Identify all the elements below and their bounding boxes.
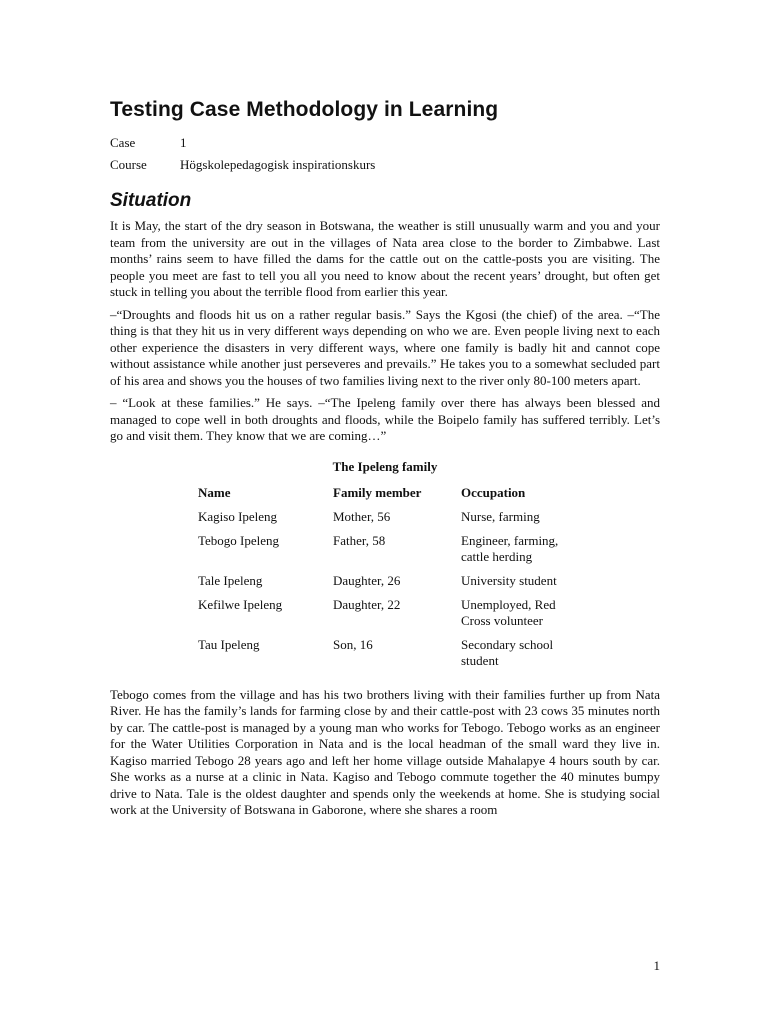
- cell-family-member: Daughter, 22: [333, 596, 401, 612]
- cell-name: Kefilwe Ipeleng: [198, 596, 283, 612]
- column-header-occupation: Occupation: [461, 484, 526, 500]
- meta-row-case: [110, 132, 660, 154]
- table-row: [198, 509, 561, 533]
- paragraph: It is May, the start of the dry season in Botswana, the weather is still unusually warm and you and your team from the university are out in the villages of Nata area close to the border to Zimbabwe. Last months’ rains seem to have filled the dams for the cattle out on the cattle-posts you are visiting. The people you meet are fast to tell you all you need to know about the recent years’ drought, but often get stuck in telling you about the terrible flood from earlier this year.: [110, 218, 660, 299]
- meta-key: Course: [110, 157, 147, 172]
- paragraph: Tebogo comes from the village and has his two brothers living with their families further up from Nata River. He has the family’s lands for farming close by and their cattle-post with 23 cows 35 minutes north by car. The cattle-post is managed by a young man who works for Tebogo. Tebogo works as an engineer for the Water Utilities Corporation in Nata and is the local headman of the small ward they live in. Kagiso married Tebogo 28 years ago and left her home village outside Mahalapye 4 hours south by car. She works as a nurse at a clinic in Nata. Kagiso and Tebogo commute together the 40 minutes bumpy drive to Nata. Tale is the oldest daughter and spends only the weekends at home. She is studying social work at the University of Botswana in Gaborone, where she shares a room: [110, 686, 660, 817]
- table-row: [198, 533, 561, 573]
- cell-occupation: Secondary school student: [461, 636, 554, 668]
- meta-key: Case: [110, 135, 136, 150]
- table-row: [198, 637, 561, 677]
- table-header-row: [198, 485, 561, 509]
- section-heading: Situation: [110, 190, 192, 211]
- document-page: [110, 98, 660, 825]
- cell-name: Tebogo Ipeleng: [198, 532, 280, 548]
- document-title: Testing Case Methodology in Learning: [110, 98, 499, 121]
- cell-occupation: Unemployed, Red Cross volunteer: [461, 596, 556, 628]
- cell-name: Tau Ipeleng: [198, 636, 260, 652]
- table-row: [198, 573, 561, 597]
- case-meta: [110, 132, 660, 176]
- family-table: [198, 485, 561, 677]
- meta-value: 1: [180, 135, 187, 150]
- cell-family-member: Daughter, 26: [333, 572, 401, 588]
- cell-occupation: Engineer, farming, cattle herding: [461, 532, 559, 564]
- cell-name: Kagiso Ipeleng: [198, 508, 278, 524]
- cell-family-member: Mother, 56: [333, 508, 391, 524]
- column-header-family-member: Family member: [333, 484, 422, 500]
- cell-occupation: Nurse, farming: [461, 508, 540, 524]
- paragraph: – “Look at these families.” He says. –“The Ipeleng family over there has always been blessed and managed to cope well in both droughts and floods, while the Boipelo family has suffered terribly. Let’s go and visit them. They know that we are coming…”: [110, 395, 660, 443]
- meta-value: Högskolepedagogisk inspirationskurs: [180, 157, 376, 172]
- cell-family-member: Father, 58: [333, 532, 386, 548]
- cell-family-member: Son, 16: [333, 636, 373, 652]
- paragraph: –“Droughts and floods hit us on a rather regular basis.” Says the Kgosi (the chief) of the area. –“The thing is that they hit us in very different ways depending on who we are. Even people living next to each other experience the disasters in very different ways, where one family is badly hit and cannot cope without assistance while another just perseveres and prevails.” He takes you to a somewhat secluded part of his area and shows you the houses of two families living next to the river only 80-100 meters apart.: [110, 306, 660, 388]
- cell-occupation: University student: [461, 572, 557, 588]
- table-title: The Ipeleng family: [332, 458, 438, 474]
- meta-row-course: [110, 154, 660, 176]
- page-number: 1: [653, 958, 660, 973]
- cell-name: Tale Ipeleng: [198, 572, 263, 588]
- column-header-name: Name: [198, 484, 231, 500]
- table-row: [198, 597, 561, 637]
